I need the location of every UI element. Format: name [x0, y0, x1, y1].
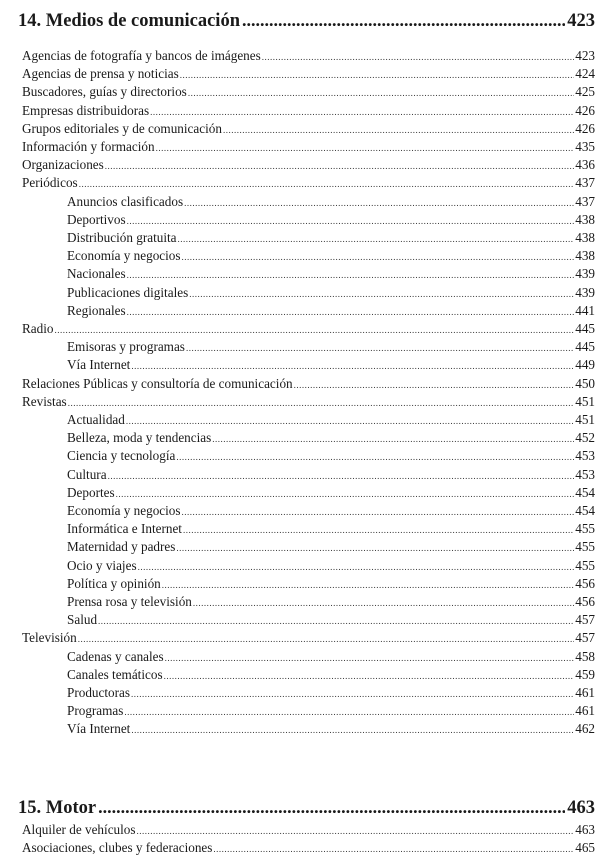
dot-leader	[131, 685, 574, 703]
dot-leader	[189, 285, 574, 303]
entry-page: 455	[575, 521, 595, 537]
toc-subentry[interactable]	[67, 502, 595, 520]
toc-subentry[interactable]	[67, 447, 595, 465]
entry-label: Ciencia y tecnología	[67, 448, 176, 464]
entry-label: Vía Internet	[67, 721, 131, 737]
entry-page: 451	[575, 393, 595, 409]
entry-label: Publicaciones digitales	[67, 284, 189, 300]
entry-label: Radio	[22, 321, 54, 336]
toc-subentry[interactable]	[67, 648, 595, 666]
dot-leader	[164, 667, 575, 685]
entry-label: Nacionales	[67, 266, 126, 282]
toc-subentry[interactable]	[67, 702, 595, 720]
entry-label: Cadenas y canales	[67, 648, 164, 664]
entry-label: Maternidad y padres	[67, 539, 176, 555]
entry-page: 461	[575, 685, 595, 700]
toc-subentry[interactable]	[67, 575, 595, 593]
toc-subentry[interactable]	[67, 411, 595, 429]
toc-subentry[interactable]	[67, 666, 595, 684]
entry-label: Deportivos	[67, 211, 126, 227]
dot-leader	[242, 8, 565, 32]
entry-page: 450	[575, 375, 595, 391]
entry-page: 438	[575, 248, 595, 264]
entry-page: 439	[575, 266, 595, 282]
entry-page: 435	[575, 139, 595, 154]
entry-page: 437	[575, 193, 595, 209]
toc-entry[interactable]	[22, 102, 595, 120]
entry-page: 456	[575, 575, 595, 591]
entry-label: Empresas distribuidoras	[22, 102, 150, 118]
entry-label: Agencias de fotografía y bancos de imágenes	[22, 48, 261, 63]
entry-page: 457	[575, 612, 595, 628]
entry-label: Informática e Internet	[67, 521, 182, 537]
toc-subentry[interactable]	[67, 520, 595, 538]
entry-page: 456	[575, 594, 595, 609]
dot-leader	[68, 394, 575, 412]
toc-subentry[interactable]	[67, 593, 595, 611]
dot-leader	[127, 303, 575, 321]
entry-label: Buscadores, guías y directorios	[22, 84, 187, 100]
entry-page: 436	[575, 157, 595, 173]
entry-label: Emisoras y programas	[67, 339, 185, 355]
entry-label: Organizaciones	[22, 157, 104, 173]
entry-label: Salud	[67, 612, 98, 628]
dot-leader	[176, 539, 574, 557]
section-heading[interactable]	[18, 8, 595, 33]
entry-page: 445	[575, 321, 595, 336]
entry-label: Belleza, moda y tendencias	[67, 430, 212, 446]
entry-label: Productoras	[67, 685, 130, 700]
entry-label: Distribución gratuita	[67, 230, 177, 245]
toc-subentry[interactable]	[67, 538, 595, 556]
toc-subentry[interactable]	[67, 302, 595, 320]
entry-page: 449	[575, 357, 595, 373]
entry-label: Asociaciones, clubes y federaciones	[22, 840, 213, 856]
section-page: 423	[567, 11, 595, 31]
toc-entry[interactable]	[22, 375, 595, 393]
entry-label: Programas	[67, 703, 124, 719]
dot-leader	[127, 266, 575, 284]
entry-label: Economía y negocios	[67, 503, 181, 518]
toc-entry[interactable]	[22, 393, 595, 411]
dot-leader	[294, 376, 575, 394]
dot-leader	[131, 357, 574, 375]
dot-leader	[186, 339, 574, 357]
toc-subentry[interactable]	[67, 338, 595, 356]
entry-label: Canales temáticos	[67, 666, 163, 682]
entry-page: 445	[575, 339, 595, 355]
dot-leader	[116, 485, 575, 503]
entry-label: Economía y negocios	[67, 248, 181, 264]
toc-subentry[interactable]	[67, 356, 595, 374]
dot-leader	[131, 721, 574, 739]
entry-label: Actualidad	[67, 412, 125, 427]
dot-leader	[105, 157, 574, 175]
toc-subentry[interactable]	[67, 247, 595, 265]
entry-label: Política y opinión	[67, 575, 161, 591]
toc-subentry[interactable]	[67, 557, 595, 575]
entry-page: 463	[575, 822, 595, 837]
entry-page: 426	[575, 120, 595, 136]
dot-leader	[98, 795, 565, 819]
dot-leader	[262, 48, 574, 66]
entry-page: 437	[575, 175, 595, 191]
dot-leader	[223, 121, 574, 139]
entry-label: Anuncios clasificados	[67, 193, 184, 209]
toc-subentry[interactable]	[67, 284, 595, 302]
dot-leader	[124, 703, 574, 721]
dot-leader	[182, 503, 575, 521]
dot-leader	[108, 467, 575, 485]
entry-page: 461	[575, 703, 595, 719]
dot-leader	[98, 612, 574, 630]
entry-page: 452	[575, 430, 595, 446]
dot-leader	[188, 84, 574, 102]
section-heading[interactable]	[18, 795, 595, 820]
entry-label: Información y formación	[22, 139, 155, 154]
entry-page: 455	[575, 539, 595, 555]
entry-label: Cultura	[67, 466, 107, 482]
dot-leader	[126, 412, 574, 430]
entry-page: 441	[575, 302, 595, 318]
dot-leader	[138, 558, 575, 576]
entry-page: 455	[575, 557, 595, 573]
entry-page: 424	[575, 66, 595, 82]
toc-subentry[interactable]	[67, 611, 595, 629]
entry-page: 462	[575, 721, 595, 737]
entry-label: Prensa rosa y televisión	[67, 594, 192, 609]
toc-entry[interactable]	[22, 120, 595, 138]
dot-leader	[78, 630, 574, 648]
entry-label: Revistas	[22, 393, 67, 409]
dot-leader	[193, 594, 574, 612]
dot-leader	[178, 230, 575, 248]
entry-page: 453	[575, 466, 595, 482]
entry-page: 454	[575, 503, 595, 518]
entry-page: 458	[575, 648, 595, 664]
section-title: 14. Medios de comunicación	[18, 11, 240, 31]
dot-leader	[79, 175, 575, 193]
dot-leader	[127, 212, 575, 230]
entry-label: Alquiler de vehículos	[22, 822, 136, 837]
toc-subentry[interactable]	[67, 720, 595, 738]
toc-subentry[interactable]	[67, 229, 595, 247]
dot-leader	[184, 194, 574, 212]
entry-page: 451	[575, 412, 595, 427]
toc-subentry[interactable]	[67, 484, 595, 502]
entry-page: 439	[575, 284, 595, 300]
entry-label: Grupos editoriales y de comunicación	[22, 120, 222, 136]
dot-leader	[213, 840, 574, 858]
dot-leader	[212, 430, 574, 448]
dot-leader	[182, 248, 575, 266]
entry-label: Ocio y viajes	[67, 557, 137, 573]
toc-subentry[interactable]	[67, 684, 595, 702]
entry-page: 426	[575, 102, 595, 118]
toc-entry[interactable]	[22, 174, 595, 192]
toc-subentry[interactable]	[67, 193, 595, 211]
toc-entry[interactable]	[22, 156, 595, 174]
section-page: 463	[567, 798, 595, 818]
toc-subentry[interactable]	[67, 265, 595, 283]
toc-entry[interactable]	[22, 138, 595, 156]
entry-page: 425	[575, 84, 595, 100]
entry-label: Periódicos	[22, 175, 78, 191]
toc-entry[interactable]	[22, 320, 595, 338]
entry-page: 438	[575, 230, 595, 245]
entry-label: Agencias de prensa y noticias	[22, 66, 179, 82]
entry-page: 453	[575, 448, 595, 464]
section-title: 15. Motor	[18, 798, 97, 818]
entry-label: Relaciones Públicas y consultoría de comunicación	[22, 375, 293, 391]
dot-leader	[150, 103, 574, 121]
dot-leader	[156, 139, 575, 157]
entry-page: 438	[575, 211, 595, 227]
entry-page: 459	[575, 666, 595, 682]
dot-leader	[165, 649, 575, 667]
dot-leader	[162, 576, 574, 594]
dot-leader	[55, 321, 575, 339]
entry-label: Vía Internet	[67, 357, 131, 373]
entry-label: Deportes	[67, 484, 115, 500]
entry-label: Regionales	[67, 302, 126, 318]
toc-subentry[interactable]	[67, 466, 595, 484]
toc-entry[interactable]	[22, 821, 595, 839]
entry-page: 457	[575, 630, 595, 646]
toc-entry[interactable]	[22, 839, 595, 857]
dot-leader	[137, 822, 575, 840]
toc-entry[interactable]	[22, 47, 595, 65]
toc-subentry[interactable]	[67, 211, 595, 229]
entry-page: 454	[575, 484, 595, 500]
toc-subentry[interactable]	[67, 429, 595, 447]
dot-leader	[176, 448, 574, 466]
entry-label: Televisión	[22, 630, 77, 646]
toc-entry[interactable]	[22, 629, 595, 647]
entry-page: 465	[575, 840, 595, 856]
dot-leader	[180, 66, 574, 84]
dot-leader	[183, 521, 574, 539]
entry-page: 423	[575, 48, 595, 63]
toc-entry[interactable]	[22, 65, 595, 83]
toc-entry[interactable]	[22, 83, 595, 101]
